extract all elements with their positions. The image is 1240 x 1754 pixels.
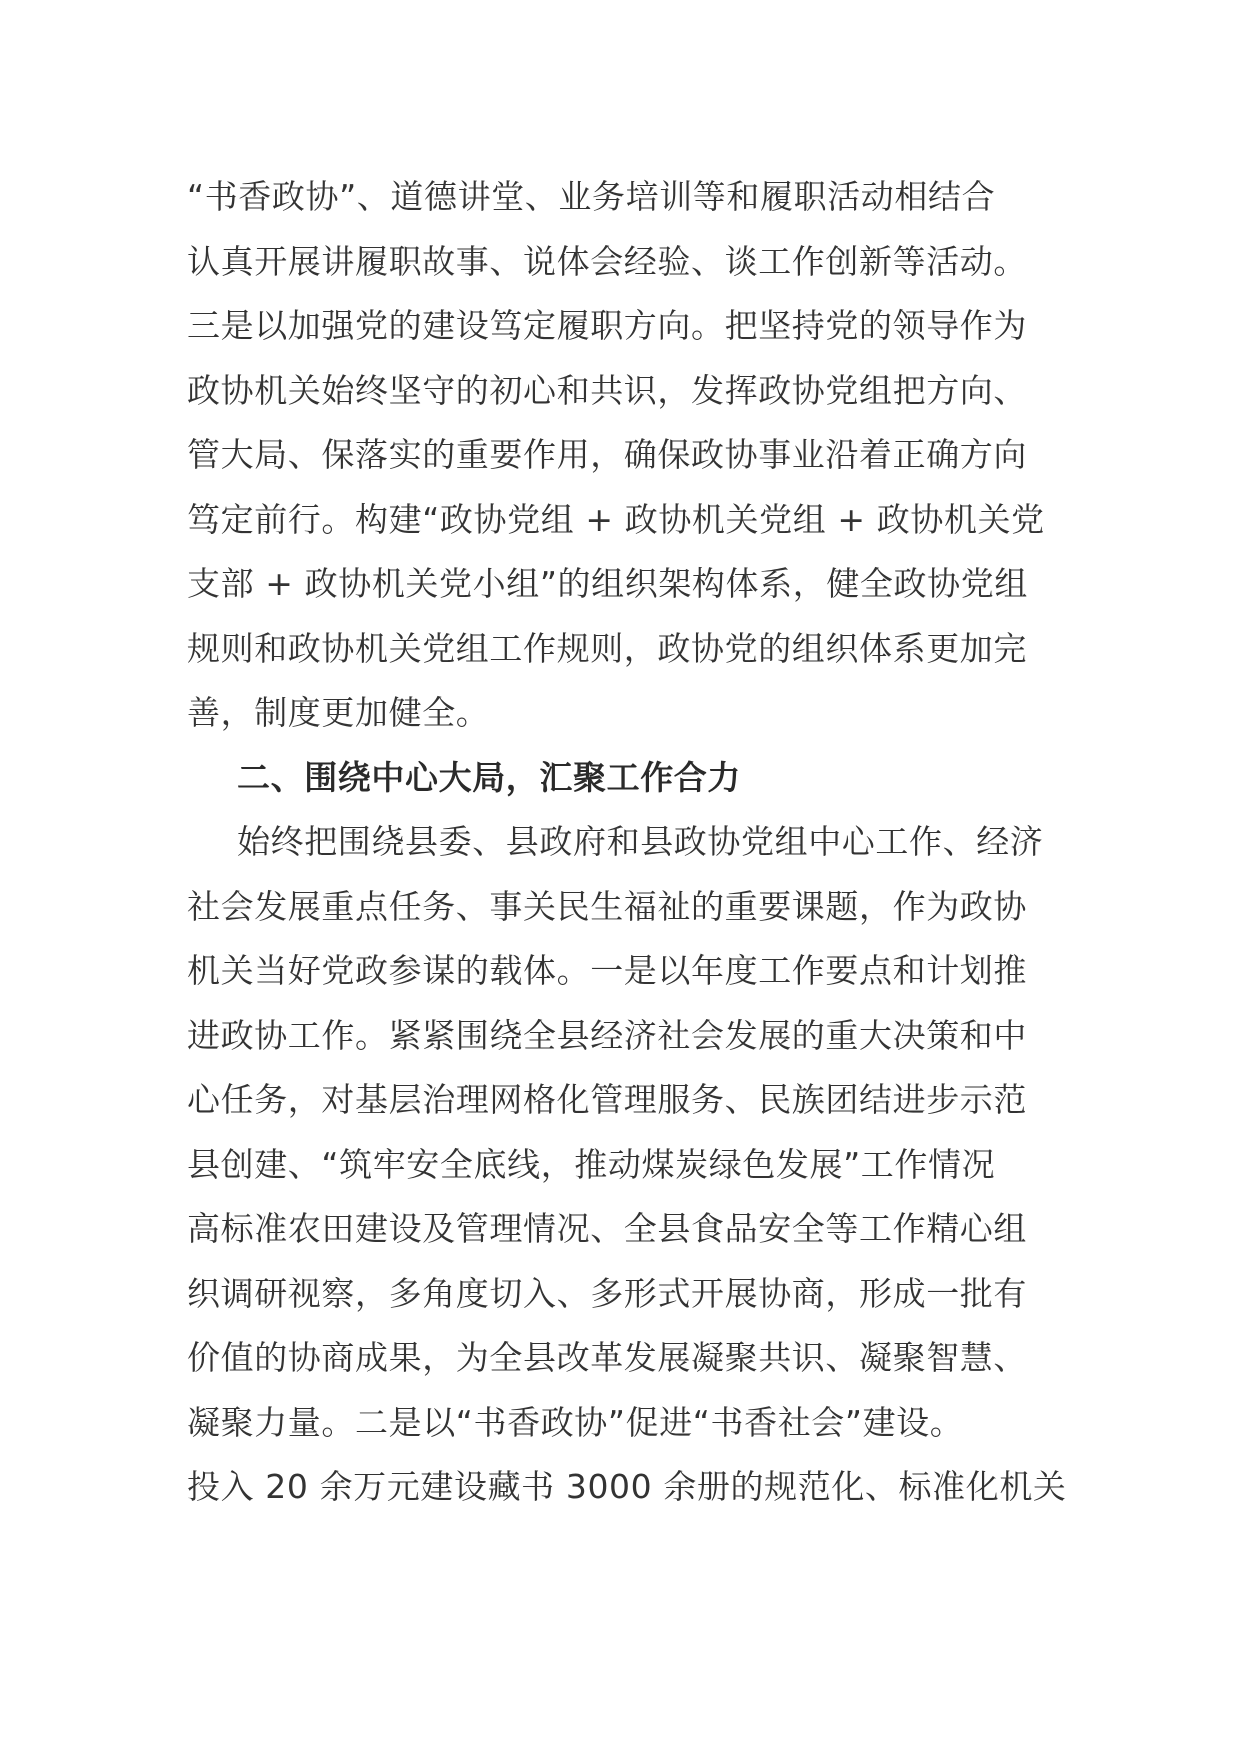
paragraph-line: 认真开展讲履职故事、说体会经验、谈工作创新等活动。 — [187, 241, 1027, 281]
paragraph-line: 投入 20 余万元建设藏书 3000 余册的规范化、标准化机关 — [187, 1467, 1067, 1506]
paragraph-line: 社会发展重点任务、事关民生福祉的重要课题，作为政协 — [187, 886, 1027, 926]
paragraph-line: 管大局、保落实的重要作用，确保政协事业沿着正确方向 — [187, 435, 1027, 474]
paragraph-line: 高标准农田建设及管理情况、全县食品安全等工作精心组 — [187, 1209, 1027, 1248]
paragraph-line: 进政协工作。紧紧围绕全县经济社会发展的重大决策和中 — [187, 1015, 1027, 1055]
paragraph-line: 织调研视察，多角度切入、多形式开展协商，形成一批有 — [187, 1273, 1027, 1313]
paragraph-line: 支部 + 政协机关党小组”的组织架构体系，健全政协党组 — [187, 564, 1028, 603]
paragraph-line: 政协机关始终坚守的初心和共识，发挥政协党组把方向、 — [187, 370, 1027, 410]
paragraph-line: 善，制度更加健全。 — [187, 693, 490, 732]
paragraph-line: 三是以加强党的建设笃定履职方向。把坚持党的领导作为 — [187, 306, 1027, 345]
paragraph-line: “书香政协”、道德讲堂、业务培训等和履职活动相结合 — [187, 177, 996, 216]
paragraph-line: 凝聚力量。二是以“书香政协”促进“书香社会”建设。 — [187, 1402, 964, 1442]
paragraph-line: 心任务，对基层治理网格化管理服务、民族团结进步示范 — [187, 1080, 1027, 1119]
paragraph-line: 始终把围绕县委、县政府和县政协党组中心工作、经济 — [237, 822, 1044, 861]
paragraph-line: 机关当好党政参谋的载体。一是以年度工作要点和计划推 — [187, 951, 1027, 990]
section-heading: 二、围绕中心大局，汇聚工作合力 — [237, 757, 741, 797]
body-text — [187, 165, 1067, 1520]
paragraph-line: 县创建、“筑牢安全底线，推动煤炭绿色发展”工作情况 — [187, 1144, 996, 1184]
paragraph-line: 规则和政协机关党组工作规则，政协党的组织体系更加完 — [187, 628, 1027, 668]
paragraph-line: 价值的协商成果，为全县改革发展凝聚共识、凝聚智慧、 — [187, 1338, 1027, 1377]
paragraph-line: 笃定前行。构建“政协党组 + 政协机关党组 + 政协机关党 — [187, 499, 1045, 539]
